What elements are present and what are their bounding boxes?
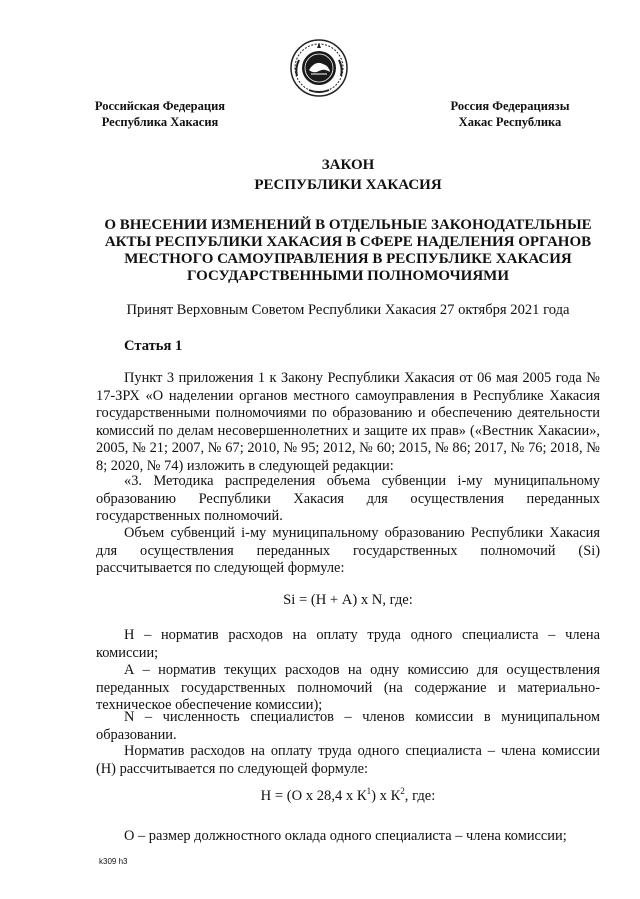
paragraph-definition-a: А – норматив текущих расходов на одну комиссию для осуществления переданных государственных полномочий (на содержание и материально-техническое обеспечение комиссии); [96,662,600,714]
header-left-republic: Республика Хакасия [101,115,219,129]
article-title: Статья 1 [124,338,183,354]
paragraph-definition-n: N – численность специалистов – членов комиссии в муниципальном образовании. [96,709,600,743]
formula-h-end: , где: [404,787,436,804]
header-right-country: Россия Федерациязы [450,99,570,113]
paragraph-amendment: Пункт 3 приложения 1 к Закону Республики Хакасия от 06 мая 2005 года № 17-ЗРХ «О наделении органов местного самоуправления в Республике Хакасия государственными полномочиями по образованию и обеспечению деятельности комиссий по делам несовершеннолетних и защите их прав» («Вестник Хакасии», 2005, № 21; 2007, № 67; 2010, № 95; 2012, № 60; 2015, № 86; 2017, № 76; 2018, № 8; 2020, № 74) изложить в следующей редакции: [96,370,600,474]
paragraph-methodology: «3. Методика распределения объема субвенции i-му муниципальному образованию Республики Хакасия для осуществления переданных государственных полномочий. [96,473,600,525]
formula-h-sup1: 1 [366,786,372,796]
formula-h [96,786,600,805]
formula-h-mid: ) х К [371,787,401,804]
document-type: ЗАКОН [321,157,375,173]
republic-emblem-icon [289,38,349,98]
paragraph-definition-o: О – размер должностного оклада одного специалиста – члена комиссии; [124,828,567,844]
formula-h-sup2: 2 [400,786,405,796]
footer-code: k309 h3 [99,857,128,866]
law-heading: О ВНЕСЕНИИ ИЗМЕНЕНИЙ В ОТДЕЛЬНЫЕ ЗАКОНОДАТЕЛЬНЫЕ АКТЫ РЕСПУБЛИКИ ХАКАСИЯ В СФЕРЕ НАДЕЛЕНИЯ ОРГАНОВ МЕСТНОГО САМОУПРАВЛЕНИЯ В РЕСПУБЛИКЕ ХАКАСИЯ ГОСУДАРСТВЕННЫМИ ПОЛНОМОЧИЯМИ [104,217,592,284]
paragraph-norm-calculation: Норматив расходов на оплату труда одного специалиста – члена комиссии (Н) рассчитывается по следующей формуле: [96,743,600,777]
paragraph-definition-h: Н – норматив расходов на оплату труда одного специалиста – члена комиссии; [96,627,600,661]
formula-si: Si = (Н + А) х N, где: [283,592,413,608]
header-right-republic: Хакас Республика [458,115,562,129]
formula-h-base: Н = (О х 28,4 х К [260,787,367,804]
header-left [90,98,230,130]
header-right [430,98,590,130]
paragraph-subvention-volume: Объем субвенций i-му муниципальному образованию Республики Хакасия для осуществления переданных государственных полномочий (Si) рассчитывается по следующей формуле: [96,525,600,577]
document-issuer: РЕСПУБЛИКИ ХАКАСИЯ [254,177,442,193]
header-left-country: Российская Федерация [94,99,226,113]
adoption-note: Принят Верховным Советом Республики Хакасия 27 октября 2021 года [126,302,570,318]
